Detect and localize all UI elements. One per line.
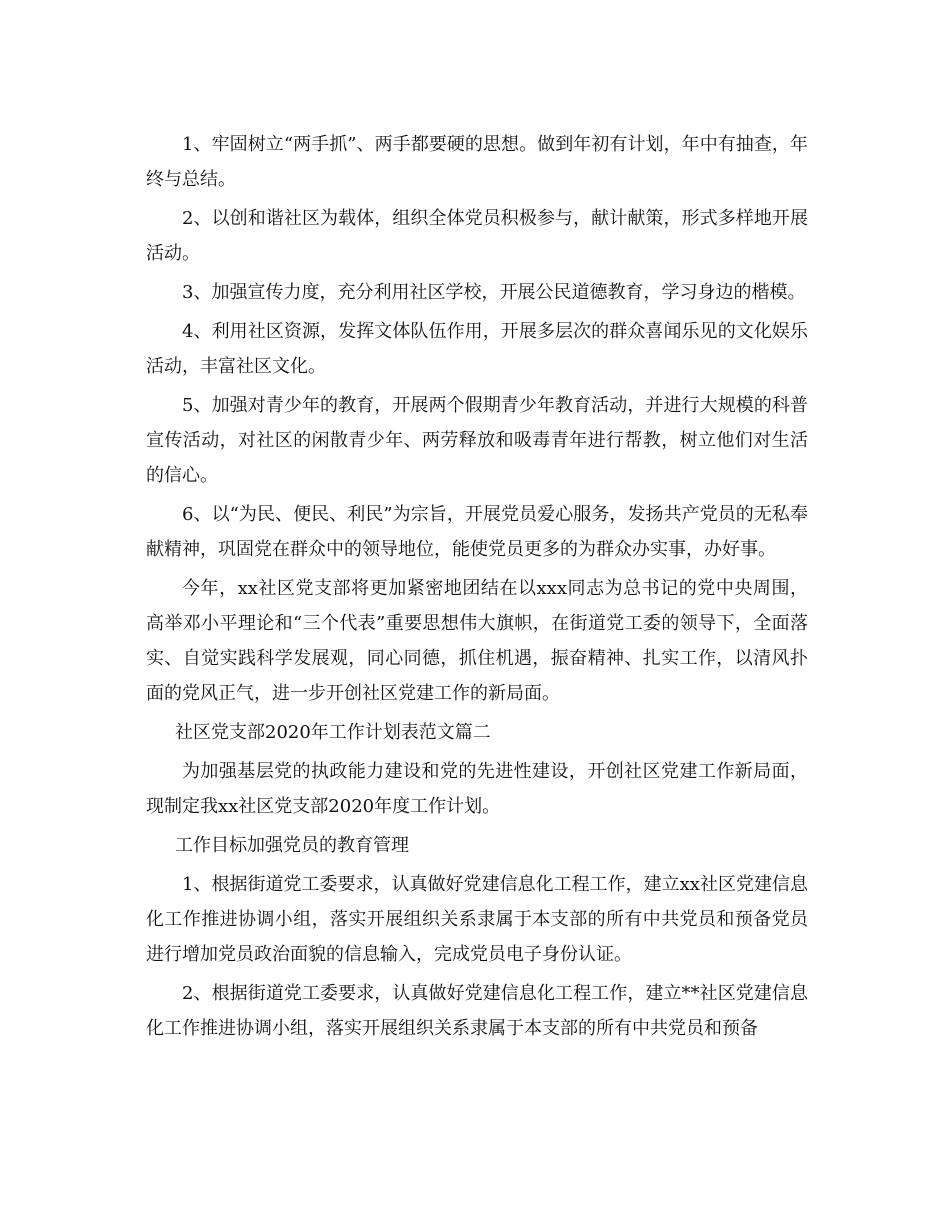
paragraph-summary: 今年，xx社区党支部将更加紧密地团结在以xxx同志为总书记的党中央周围，高举邓小平理论和“三个代表”重要思想伟大旗帜，在街道党工委的领导下，全面落实、自觉实践科学发展观，同心同德，抓住机遇，振奋精神、扎实工作，以清风扑面的党风正气，进一步开创社区党建工作的新局面。 [146,578,808,704]
paragraph-item-4: 4、利用社区资源，发挥文体队伍作用，开展多层次的群众喜闻乐见的文化娱乐活动，丰富社区文化。 [146,321,808,377]
paragraph-goal-2: 2、根据街道党工委要求，认真做好党建信息化工程工作，建立**社区党建信息化工作推进协调小组，落实开展组织关系隶属于本支部的所有中共党员和预备 [146,983,808,1039]
document-body [146,127,808,1050]
paragraph-intro: 为加强基层党的执政能力建设和党的先进性建设，开创社区党建工作新局面，现制定我xx社区党支部2020年度工作计划。 [146,761,808,817]
subsection-title: 工作目标加强党员的教育管理 [175,835,409,856]
paragraph-item-1: 1、牢固树立“两手抓”、两手都要硬的思想。做到年初有计划，年中有抽查，年终与总结。 [146,134,808,190]
paragraph-item-3: 3、加强宣传力度，充分利用社区学校，开展公民道德教育，学习身边的楷模。 [182,282,806,303]
section-title: 社区党支部2020年工作计划表范文篇二 [175,722,491,743]
paragraph-item-5: 5、加强对青少年的教育，开展两个假期青少年教育活动，并进行大规模的科普宣传活动，对社区的闲散青少年、两劳释放和吸毒青年进行帮教，树立他们对生活的信心。 [146,395,808,486]
paragraph-item-2: 2、以创和谐社区为载体，组织全体党员积极参与，献计献策，形式多样地开展活动。 [146,208,808,264]
paragraph-item-6: 6、以“为民、便民、利民”为宗旨，开展党员爱心服务，发扬共产党员的无私奉献精神，巩固党在群众中的领导地位，能使党员更多的为群众办实事，办好事。 [146,504,808,560]
paragraph-goal-1: 1、根据街道党工委要求，认真做好党建信息化工程工作，建立xx社区党建信息化工作推进协调小组，落实开展组织关系隶属于本支部的所有中共党员和预备党员进行增加党员政治面貌的信息输入，完成党员电子身份认证。 [146,874,808,965]
